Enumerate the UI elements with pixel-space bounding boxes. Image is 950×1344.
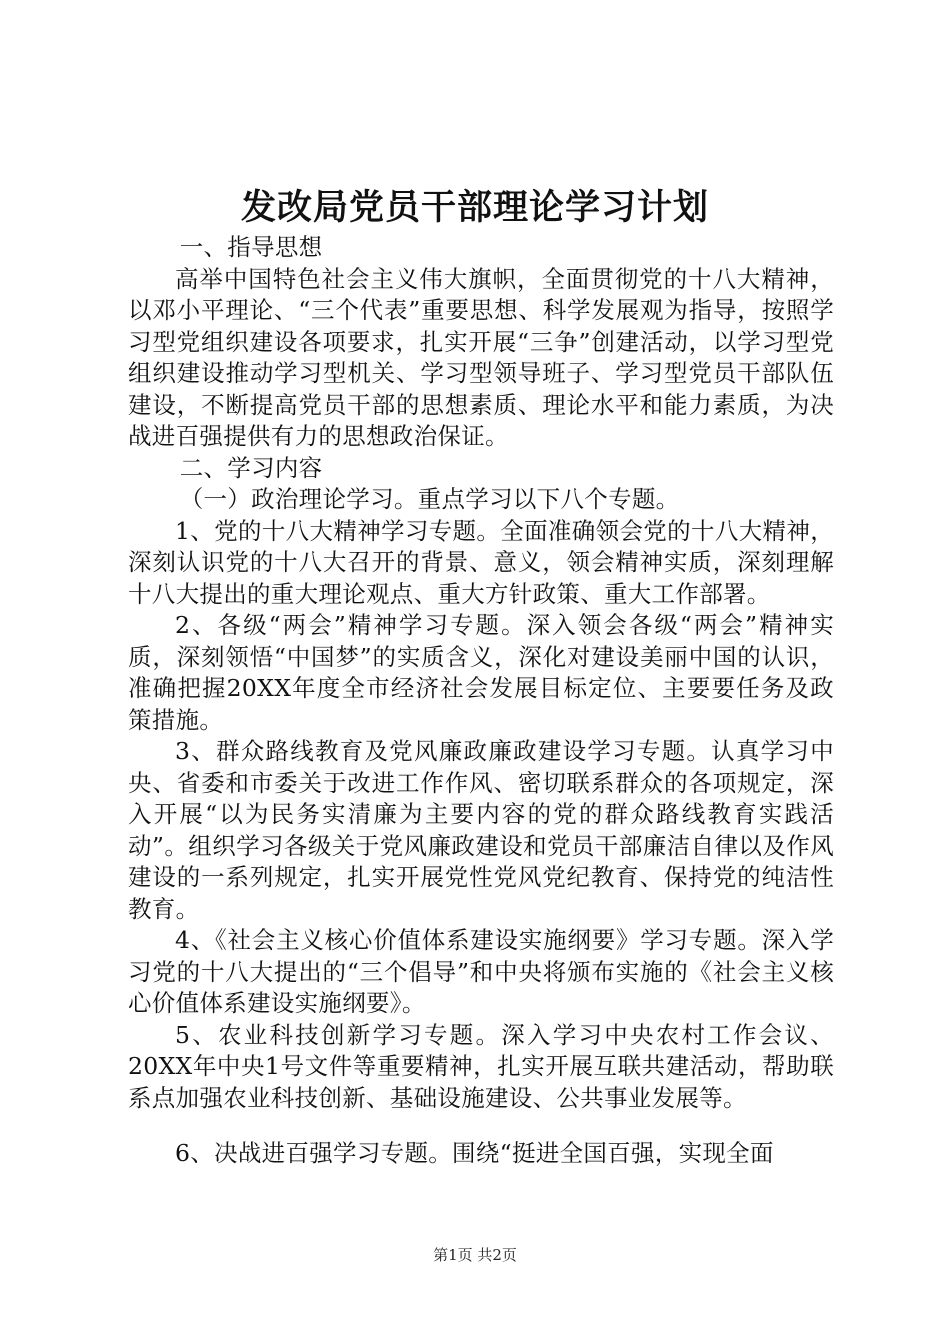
paragraph-topic-5: 5、农业科技创新学习专题。深入学习中央农村工作会议、20XX年中央1号文件等重要精神，扎实开展互联共建活动，帮助联系点加强农业科技创新、基础设施建设、公共事业发展等。 — [128, 1020, 834, 1112]
section-heading-guiding-ideology: 一、指导思想 — [179, 233, 323, 261]
subsection-heading-political-theory: （一）政治理论学习。重点学习以下八个专题。 — [179, 485, 680, 513]
paragraph-guiding-ideology: 高举中国特色社会主义伟大旗帜，全面贯彻党的十八大精神，以邓小平理论、“三个代表”重要思想、科学发展观为指导，按照学习型党组织建设各项要求，扎实开展“三争”创建活动，以学习型党组织建设推动学习型机关、学习型领导班子、学习型党员干部队伍建设，不断提高党员干部的思想素质、理论水平和能力素质，为决战进百强提供有力的思想政治保证。 — [128, 264, 834, 450]
paragraph-topic-3: 3、群众路线教育及党风廉政廉政建设学习专题。认真学习中央、省委和市委关于改进工作作风、密切联系群众的各项规定，深入开展“以为民务实清廉为主要内容的党的群众路线教育实践活动”。组织学习各级关于党风廉政建设和党员干部廉洁自律以及作风建设的一系列规定，扎实开展党性党风党纪教育、保持党的纯洁性教育。 — [128, 737, 834, 923]
section-heading-study-content: 二、学习内容 — [179, 453, 323, 482]
paragraph-topic-2: 2、各级“两会”精神学习专题。深入领会各级“两会”精神实质，深刻领悟“中国梦”的实质含义，深化对建设美丽中国的认识，准确把握20XX年度全市经济社会发展目标定位、主要要任务及政策措施。 — [128, 611, 834, 734]
paragraph-topic-6: 6、决战进百强学习专题。围绕“挺进全国百强，实现全面 — [175, 1139, 774, 1167]
paragraph-topic-1: 1、党的十八大精神学习专题。全面准确领会党的十八大精神，深刻认识党的十八大召开的背景、意义，领会精神实质，深刻理解十八大提出的重大理论观点、重大方针政策、重大工作部署。 — [128, 516, 834, 608]
paragraph-topic-4: 4、《社会主义核心价值体系建设实施纲要》学习专题。深入学习党的十八大提出的“三个倡导”和中央将颁布实施的《社会主义核心价值体系建设实施纲要》。 — [128, 926, 834, 1017]
document-title: 发改局党员干部理论学习计划 — [240, 187, 709, 228]
page-number-footer: 第1页 共2页 — [433, 1246, 517, 1264]
document-body — [128, 232, 834, 1170]
